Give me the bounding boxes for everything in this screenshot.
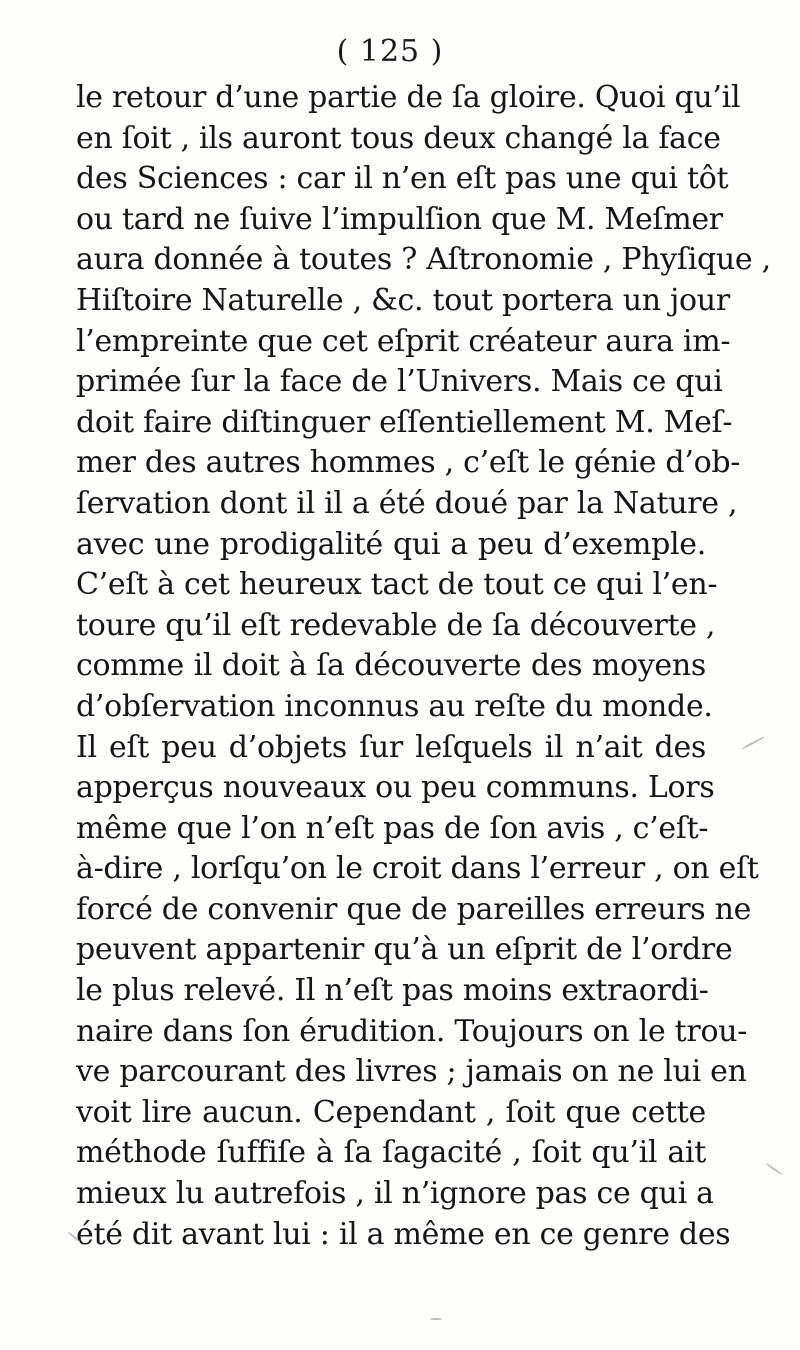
text-line: le retour d’une partie de ſa gloire. Quoi qu’il <box>76 80 741 115</box>
text-line: peuvent appartenir qu’à un eſprit de l’ordre <box>76 932 733 968</box>
text-line: d’obſervation inconnus au reſte du monde. <box>76 688 713 724</box>
page-number: ( 125 ) <box>336 34 444 69</box>
text-line: naire dans ſon érudition. Toujours on le trou- <box>76 1013 748 1049</box>
paper-speck <box>765 1162 783 1175</box>
text-line: l’empreinte que cet eſprit créateur aura im- <box>76 323 731 359</box>
text-line: mer des autres hommes , c’eſt le génie d’ob- <box>76 445 741 481</box>
text-line: ſervation dont il il a été doué par la Nature , <box>76 485 738 521</box>
text-line: apperçus nouveaux ou peu communs. Lors <box>76 770 715 806</box>
paper-speck <box>741 736 765 750</box>
text-line: ou tard ne ſuive l’impulſion que M. Meſmer <box>76 201 723 237</box>
paper-speck <box>430 1318 442 1320</box>
text-line: avec une prodigalité qui a peu d’exemple. <box>76 526 706 562</box>
text-line: C’eſt à cet heureux tact de tout ce qui l’en- <box>76 567 718 603</box>
text-line: à-dire , lorſqu’on le croit dans l’erreur , on eſt <box>76 851 759 887</box>
text-line: doit faire diſtinguer eſſentiellement M. Meſ- <box>76 404 733 440</box>
text-line: comme il doit à ſa découverte des moyens <box>76 648 706 684</box>
text-line: ve parcourant des livres ; jamais on ne lui en <box>76 1054 747 1090</box>
text-line: en ſoit , ils auront tous deux changé la face <box>76 120 721 156</box>
text-line: été dit avant lui : il a même en ce genre des <box>76 1216 731 1252</box>
text-line: des Sciences : car il n’en eſt pas une qui tôt <box>76 161 729 197</box>
text-line: mieux lu autrefois , il n’ignore pas ce qui a <box>76 1176 714 1212</box>
text-line: toure qu’il eſt redevable de ſa découverte , <box>76 607 716 643</box>
text-line: aura donnée à toutes ? Aſtronomie , Phyſique , <box>76 242 771 278</box>
text-line: Il eſt peu d’objets ſur leſquels il n’ait des <box>76 729 706 765</box>
text-line: méthode ſuffiſe à ſa ſagacité , ſoit qu’il ait <box>76 1135 706 1171</box>
text-line: le plus relevé. Il n’eſt pas moins extraordi- <box>76 973 709 1009</box>
text-line: primée ſur la face de l’Univers. Mais ce qui <box>76 364 723 400</box>
text-line: voit lire aucun. Cependant , ſoit que cette <box>76 1094 706 1130</box>
body-text <box>76 78 771 1255</box>
text-line: même que l’on n’eſt pas de ſon avis , c’eſt- <box>76 810 709 846</box>
text-line: forcé de convenir que de pareilles erreurs ne <box>76 891 752 927</box>
text-line: Hiſtoire Naturelle , &c. tout portera un jour <box>76 282 730 318</box>
